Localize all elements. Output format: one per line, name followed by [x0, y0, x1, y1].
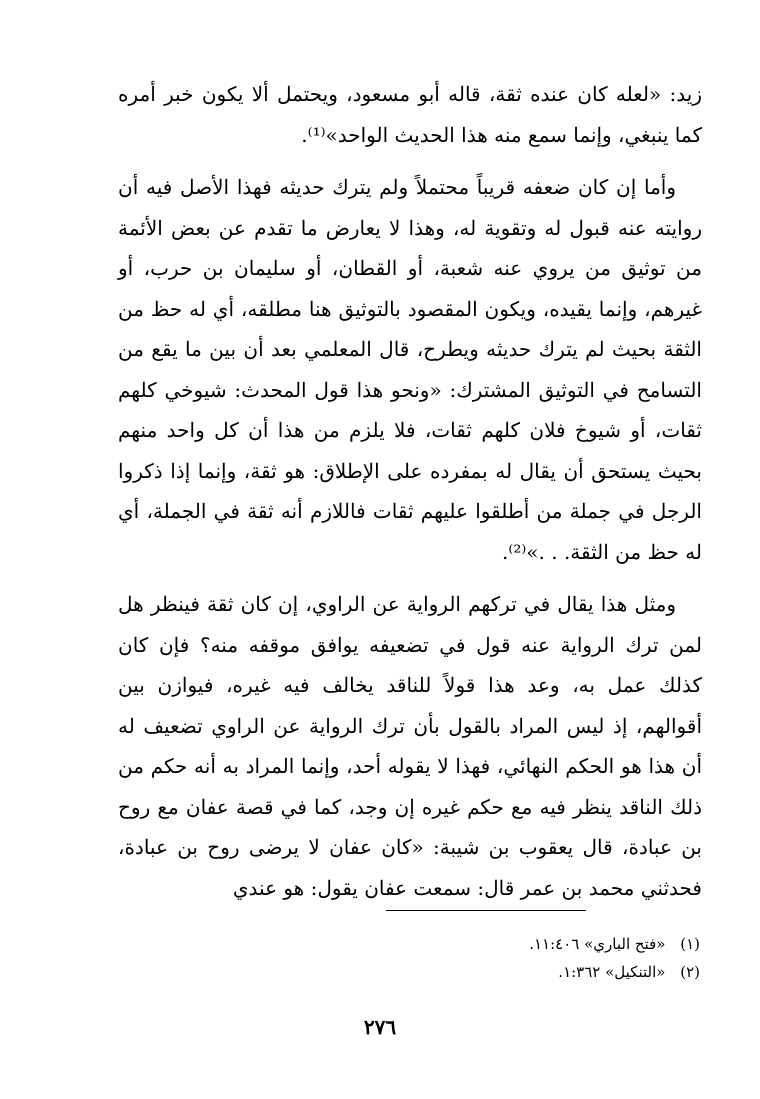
footnote-2-text: «التنكيل» ١:٣٦٢. [558, 963, 666, 981]
footnote-2 [300, 958, 700, 986]
footnote-2-number: (٢) [680, 963, 700, 981]
footnote-separator [386, 910, 586, 911]
paragraph-3: ومثل هذا يقال في تركهم الرواية عن الراوي، إن كان ثقة فينظر هل لمن ترك الرواية عنه قول في تضعيفه يوافق موقفه منه؟ فإن كان كذلك عمل به، وعد هذا قولاً للناقد يخالف فيه غيره، فيوازن بين أقوالهم، إذ ليس المراد بالقول بأن ترك الرواية عن الراوي تضعيف له أن هذا هو الحكم النهائي، فهذا لا يقوله أحد، وإنما المراد به أنه حكم من ذلك الناقد ينظر فيه مع حكم غيره إن وجد، كما في قصة عفان مع روح بن عبادة، قال يعقوب بن شيبة: «كان عفان لا يرضى روح بن عبادة، فحدثني محمد بن عمر قال: سمعت عفان يقول: هو عندي [118, 592, 703, 900]
main-text [118, 74, 702, 908]
footnote-1 [300, 930, 700, 958]
paragraph-1: زيد: «لعله كان عنده ثقة، قاله أبو مسعود، ويحتمل ألا يكون خبر أمره كما ينبغي، وإنما سمع منه هذا الحديث الواحد»⁽¹⁾. [118, 82, 702, 147]
footnote-1-text: «فتح الباري» ١١:٤٠٦. [529, 935, 666, 953]
paragraph-2: وأما إن كان ضعفه قريباً محتملاً ولم يترك حديثه فهذا الأصل فيه أن روايته عنه قبول له وتقوية له، وهذا لا يعارض ما تقدم عن بعض الأئمة من توثيق من يروي عنه شعبة، أو القطان، أو سليمان بن حرب، أو غيرهم، وإنما يقيده، ويكون المقصود بالتوثيق هنا مطلقه، أي له حظ من الثقة بحيث لم يترك حديثه ويطرح، قال المعلمي بعد أن بين ما يقع من التسامح في التوثيق المشترك: «ونحو هذا قول المحدث: شيوخي كلهم ثقات، أو شيوخ فلان كلهم ثقات، فلا يلزم من هذا أن كل واحد منهم بحيث يستحق أن يقال له بمفرده على الإطلاق: هو ثقة، وإنما إذا ذكروا الرجل في جملة من أطلقوا عليهم ثقات فاللازم أنه ثقة في الجملة، أي له حظ من الثقة. . .»⁽²⁾. [118, 175, 702, 564]
footnote-1-number: (١) [680, 935, 700, 953]
page-number: ٢٧٦ [363, 1015, 397, 1039]
footnotes [300, 930, 700, 986]
